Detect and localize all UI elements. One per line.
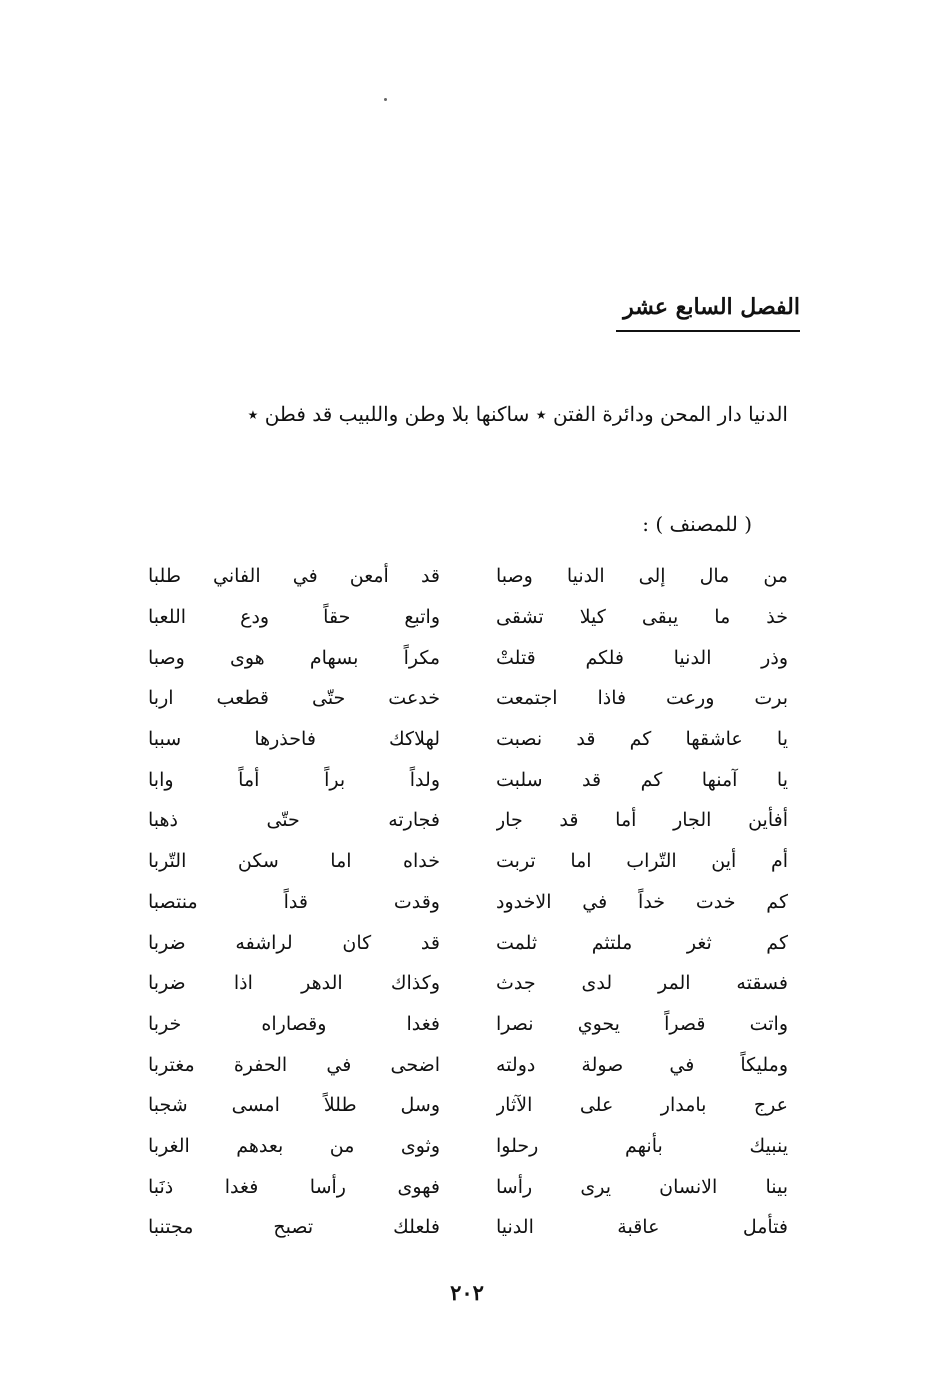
- second-hemistich: مكراً بسهام هوى وصبا: [148, 646, 440, 669]
- first-hemistich: فتأمل عاقبة الدنيا: [496, 1216, 788, 1239]
- poem-verse: [148, 597, 788, 638]
- first-hemistich: فسقته المر لدى جدث: [496, 972, 788, 995]
- first-hemistich: ينبيك بأنهم رحلوا: [496, 1134, 788, 1157]
- first-hemistich: برت ورعت فاذا اجتمعت: [496, 687, 788, 710]
- first-hemistich: يا آمنها كم قد سلبت: [496, 768, 788, 791]
- second-hemistich: وكذاك الدهر اذا ضربا: [148, 972, 440, 995]
- poem-verse: [148, 1085, 788, 1126]
- second-hemistich: فلعلك تصبح مجتنبا: [148, 1216, 440, 1239]
- second-hemistich: لهلاكك فاحذرها سببا: [148, 728, 440, 751]
- first-hemistich: عرج بامدار على الآثار: [496, 1094, 788, 1117]
- intro-paragraph: الدنيا دار المحن ودائرة الفتن ٭ ساكنها بلا وطن واللبيب قد فطن ٭: [247, 402, 788, 426]
- first-hemistich: من مال إلى الدنيا وصبا: [496, 565, 788, 588]
- second-hemistich: قد أمعن في الفاني طلبا: [148, 565, 440, 588]
- second-hemistich: فهوى رأسا فغدا ذنَبا: [148, 1175, 440, 1198]
- poem-verse: [148, 1166, 788, 1207]
- first-hemistich: أم أين التّراب اما تربت: [496, 850, 788, 873]
- first-hemistich: وذر الدنيا فلكم قتلتْ: [496, 646, 788, 669]
- poem-verse: [148, 800, 788, 841]
- first-hemistich: يا عاشقها كم قد نصبت: [496, 728, 788, 751]
- second-hemistich: فجارته حتّى ذهبا: [148, 809, 440, 832]
- poem-verse: [148, 1207, 788, 1248]
- second-hemistich: قد كان لراشفه ضربا: [148, 931, 440, 954]
- poem: [148, 556, 788, 1248]
- second-hemistich: اضحى في الحفرة مغتربا: [148, 1053, 440, 1076]
- poem-verse: [148, 1126, 788, 1167]
- poem-verse: [148, 719, 788, 760]
- page-number: ٢٠٢: [450, 1280, 484, 1305]
- poem-verse: [148, 841, 788, 882]
- poem-verse: [148, 1044, 788, 1085]
- first-hemistich: ومليكاً في صولة دولته: [496, 1053, 788, 1076]
- poem-verse: [148, 882, 788, 923]
- second-hemistich: واتبع حقاً ودع اللعبا: [148, 606, 440, 629]
- second-hemistich: خداه اما سكن التّربا: [148, 850, 440, 873]
- paper-speck: [384, 98, 387, 101]
- first-hemistich: واتت قصراً يحوي نصرا: [496, 1012, 788, 1035]
- first-hemistich: كم ثغر ملتثم ثلمت: [496, 931, 788, 954]
- author-attribution: ( للمصنف ) :: [642, 512, 752, 536]
- first-hemistich: أفأين الجار أما قد جار: [496, 809, 788, 832]
- chapter-title: الفصل السابع عشر: [616, 292, 800, 332]
- second-hemistich: ولداً براً أماً وابا: [148, 768, 440, 791]
- second-hemistich: خدعت حتّى قطعب اربا: [148, 687, 440, 710]
- second-hemistich: وقدت قداً منتصبا: [148, 890, 440, 913]
- poem-verse: [148, 759, 788, 800]
- first-hemistich: كم خدت خداً في الاخدود: [496, 890, 788, 913]
- poem-verse: [148, 963, 788, 1004]
- first-hemistich: خذ ما يبقى كيلا تشقى: [496, 606, 788, 629]
- second-hemistich: وسل طللاً امسى شجبا: [148, 1094, 440, 1117]
- first-hemistich: بينا الانسان يرى رأسا: [496, 1175, 788, 1198]
- second-hemistich: فغدا وقصاراه خربا: [148, 1012, 440, 1035]
- poem-verse: [148, 1004, 788, 1045]
- poem-verse: [148, 678, 788, 719]
- poem-verse: [148, 922, 788, 963]
- poem-verse: [148, 556, 788, 597]
- second-hemistich: وثوى من بعدهم الغربا: [148, 1134, 440, 1157]
- poem-verse: [148, 637, 788, 678]
